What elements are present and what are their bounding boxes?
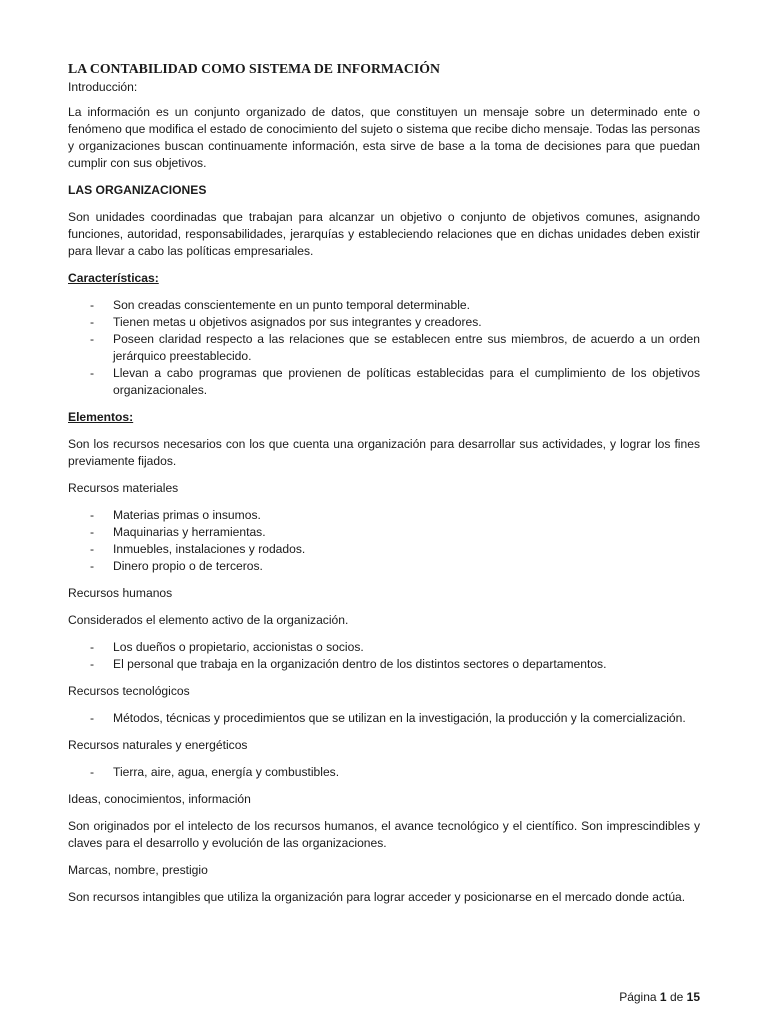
list-item-text: Llevan a cabo programas que provienen de políticas establecidas para el cumplimiento de los objetivos organizacionales.	[113, 366, 700, 397]
list-item-text: Materias primas o insumos.	[113, 508, 261, 522]
dash-bullet-icon: -	[90, 366, 95, 380]
dash-bullet-icon: -	[90, 298, 95, 312]
list-item	[68, 639, 700, 656]
list-item-text: Los dueños o propietario, accionistas o socios.	[113, 640, 364, 654]
list-item	[68, 507, 700, 524]
list-item-text: Tienen metas u objetivos asignados por sus integrantes y creadores.	[113, 315, 482, 329]
intro-paragraph: La información es un conjunto organizado de datos, que constituyen un mensaje sobre un determinado ente o fenómeno que modifica el estado de conocimiento del sujeto o sistema que recibe dicho mensaje. Todas las personas y organizaciones buscan continuamente información, esta sirve de base a la toma de decisiones para que puedan cumplir con sus objetivos.	[68, 105, 700, 170]
page-current: 1	[659, 990, 667, 1004]
page-separator: de	[669, 990, 684, 1004]
dash-bullet-icon: -	[90, 559, 95, 573]
intro-label: Introducción:	[68, 80, 138, 94]
page-number-footer	[619, 990, 700, 1004]
list-item-text: Maquinarias y herramientas.	[113, 525, 266, 539]
tecnologicos-heading: Recursos tecnológicos	[68, 684, 190, 698]
humanos-list	[68, 639, 700, 673]
list-item	[68, 314, 700, 331]
humanos-paragraph: Considerados el elemento activo de la organización.	[68, 613, 349, 627]
list-item-text: Métodos, técnicas y procedimientos que se utilizan en la investigación, la producción y la comercialización.	[113, 711, 686, 725]
list-item-text: Tierra, aire, agua, energía y combustibles.	[113, 765, 340, 779]
ideas-paragraph: Son originados por el intelecto de los recursos humanos, el avance tecnológico y el científico. Son imprescindibles y claves para el desarrollo y evolución de las organizaciones.	[68, 819, 700, 850]
tecnologicos-list	[68, 710, 700, 727]
dash-bullet-icon: -	[90, 640, 95, 654]
dash-bullet-icon: -	[90, 525, 95, 539]
list-item	[68, 710, 700, 727]
caracteristicas-heading: Características:	[68, 271, 159, 285]
marcas-paragraph: Son recursos intangibles que utiliza la organización para lograr acceder y posicionarse en el mercado donde actúa.	[68, 890, 686, 904]
humanos-heading: Recursos humanos	[68, 586, 173, 600]
list-item	[68, 331, 700, 365]
elementos-paragraph: Son los recursos necesarios con los que cuenta una organización para desarrollar sus actividades, y lograr los fines previamente fijados.	[68, 437, 700, 468]
list-item	[68, 297, 700, 314]
dash-bullet-icon: -	[90, 542, 95, 556]
document-title: LA CONTABILIDAD COMO SISTEMA DE INFORMACIÓN	[68, 61, 440, 76]
dash-bullet-icon: -	[90, 711, 95, 725]
list-item	[68, 524, 700, 541]
dash-bullet-icon: -	[90, 657, 95, 671]
dash-bullet-icon: -	[90, 765, 95, 779]
list-item	[68, 365, 700, 399]
dash-bullet-icon: -	[90, 332, 95, 346]
list-item-text: El personal que trabaja en la organización dentro de los distintos sectores o departamentos.	[113, 657, 607, 671]
caracteristicas-list	[68, 297, 700, 399]
naturales-heading: Recursos naturales y energéticos	[68, 738, 248, 752]
dash-bullet-icon: -	[90, 508, 95, 522]
list-item	[68, 764, 700, 781]
elementos-heading: Elementos:	[68, 410, 134, 424]
list-item	[68, 558, 700, 575]
materiales-list	[68, 507, 700, 575]
organizaciones-heading: LAS ORGANIZACIONES	[68, 183, 207, 197]
list-item-text: Poseen claridad respecto a las relaciones que se establecen entre sus miembros, de acuerdo a un orden jerárquico preestablecido.	[113, 332, 700, 363]
list-item	[68, 541, 700, 558]
ideas-heading: Ideas, conocimientos, información	[68, 792, 251, 806]
naturales-list	[68, 764, 700, 781]
marcas-heading: Marcas, nombre, prestigio	[68, 863, 208, 877]
dash-bullet-icon: -	[90, 315, 95, 329]
page-content	[68, 59, 700, 916]
materiales-heading: Recursos materiales	[68, 481, 179, 495]
list-item-text: Inmuebles, instalaciones y rodados.	[113, 542, 306, 556]
list-item	[68, 656, 700, 673]
list-item-text: Dinero propio o de terceros.	[113, 559, 263, 573]
page-label: Página	[619, 990, 657, 1004]
list-item-text: Son creadas conscientemente en un punto temporal determinable.	[113, 298, 470, 312]
page-total: 15	[686, 990, 700, 1004]
organizaciones-paragraph: Son unidades coordinadas que trabajan para alcanzar un objetivo o conjunto de objetivos comunes, asignando funciones, autoridad, responsabilidades, jerarquías y estableciendo relaciones que en dichas unidades deben existir para llevar a cabo las políticas empresariales.	[68, 210, 700, 258]
